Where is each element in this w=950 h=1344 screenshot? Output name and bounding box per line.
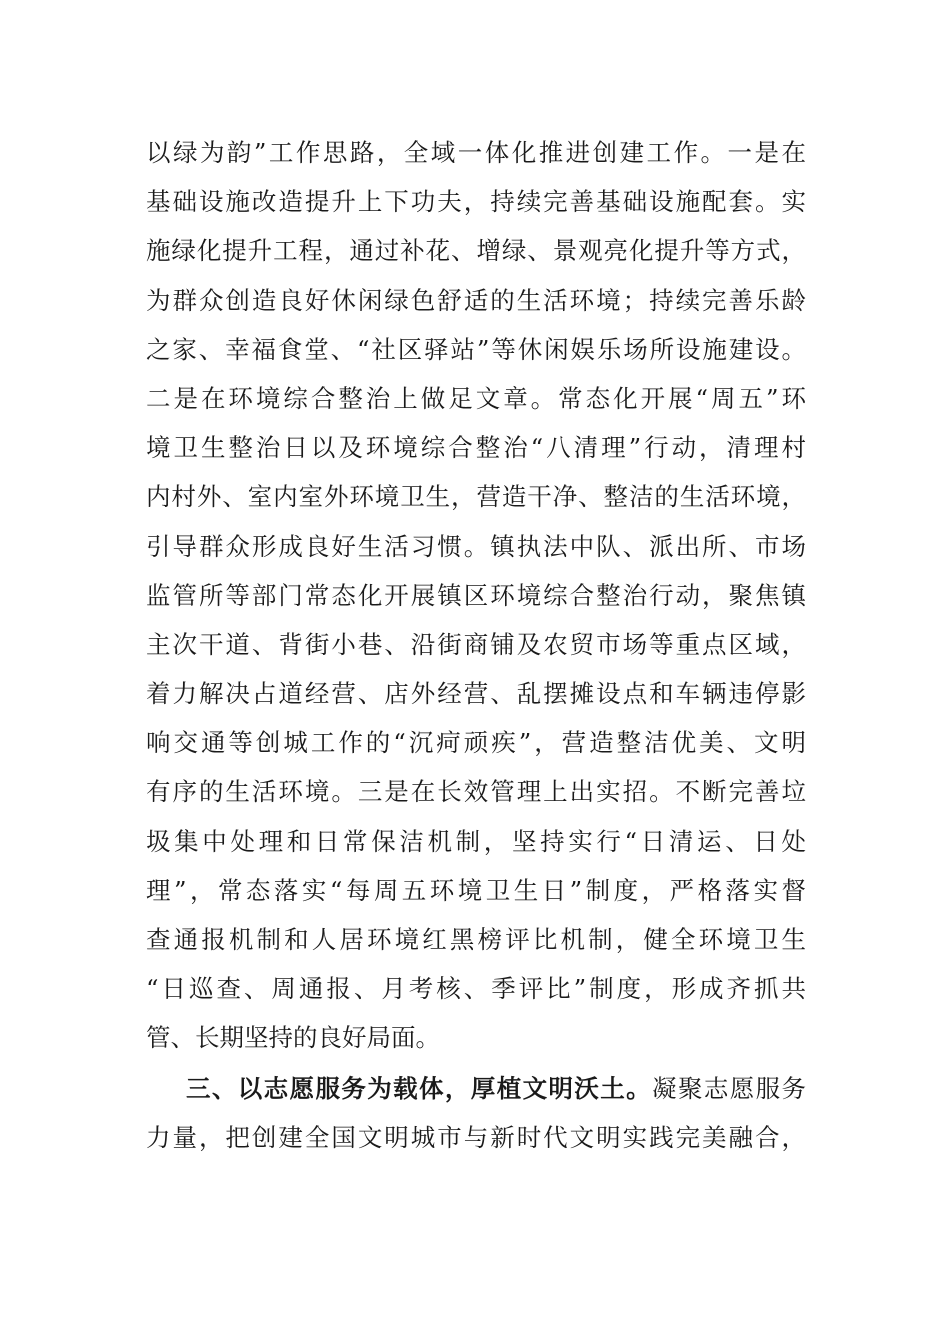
section-heading-line: [146, 1064, 806, 1113]
paragraph-line: 响交通等创城工作的“沉疴顽疾”，营造整洁优美、文明: [146, 728, 806, 758]
section-heading: 三、以志愿服务为载体，厚植文明沃土。: [186, 1073, 653, 1103]
paragraph-line: 引导群众形成良好生活习惯。镇执法中队、派出所、市场: [146, 531, 806, 561]
paragraph-line: 监管所等部门常态化开展镇区环境综合整治行动，聚焦镇: [146, 580, 806, 610]
paragraph-line: 主次干道、背街小巷、沿街商铺及农贸市场等重点区域，: [146, 629, 806, 659]
paragraph-line: 管、长期坚持的良好局面。: [146, 1023, 440, 1053]
paragraph-line: 力量，把创建全国文明城市与新时代文明实践完美融合，: [146, 1122, 806, 1152]
paragraph-text: 凝聚志愿服务: [652, 1073, 807, 1103]
paragraph-line: 之家、幸福食堂、“社区驿站”等休闲娱乐场所设施建设。: [146, 334, 806, 364]
paragraph-line: 有序的生活环境。三是在长效管理上出实招。不断完善垃: [146, 777, 806, 807]
paragraph-line: 以绿为韵”工作思路，全域一体化推进创建工作。一是在: [146, 138, 806, 167]
paragraph-line: 施绿化提升工程，通过补花、增绿、景观亮化提升等方式，: [146, 236, 806, 266]
document-body: [146, 128, 806, 1162]
paragraph-line: 基础设施改造提升上下功夫，持续完善基础设施配套。实: [146, 187, 806, 217]
paragraph-line: 境卫生整治日以及环境综合整治“八清理”行动，清理村: [146, 433, 806, 463]
paragraph-line: 理”，常态落实“每周五环境卫生日”制度，严格落实督: [146, 875, 806, 905]
paragraph-line: “日巡查、周通报、月考核、季评比”制度，形成齐抓共: [146, 974, 806, 1004]
paragraph-line: 查通报机制和人居环境红黑榜评比机制，健全环境卫生: [146, 925, 806, 954]
paragraph-line: 着力解决占道经营、店外经营、乱摆摊设点和车辆违停影: [146, 679, 806, 709]
paragraph-line: 二是在环境综合整治上做足文章。常态化开展“周五”环: [146, 383, 806, 413]
paragraph-line: 圾集中处理和日常保洁机制，坚持实行“日清运、日处: [146, 826, 806, 856]
paragraph-line: 为群众创造良好休闲绿色舒适的生活环境；持续完善乐龄: [146, 285, 806, 315]
paragraph-line: 内村外、室内室外环境卫生，营造干净、整洁的生活环境，: [146, 482, 806, 512]
